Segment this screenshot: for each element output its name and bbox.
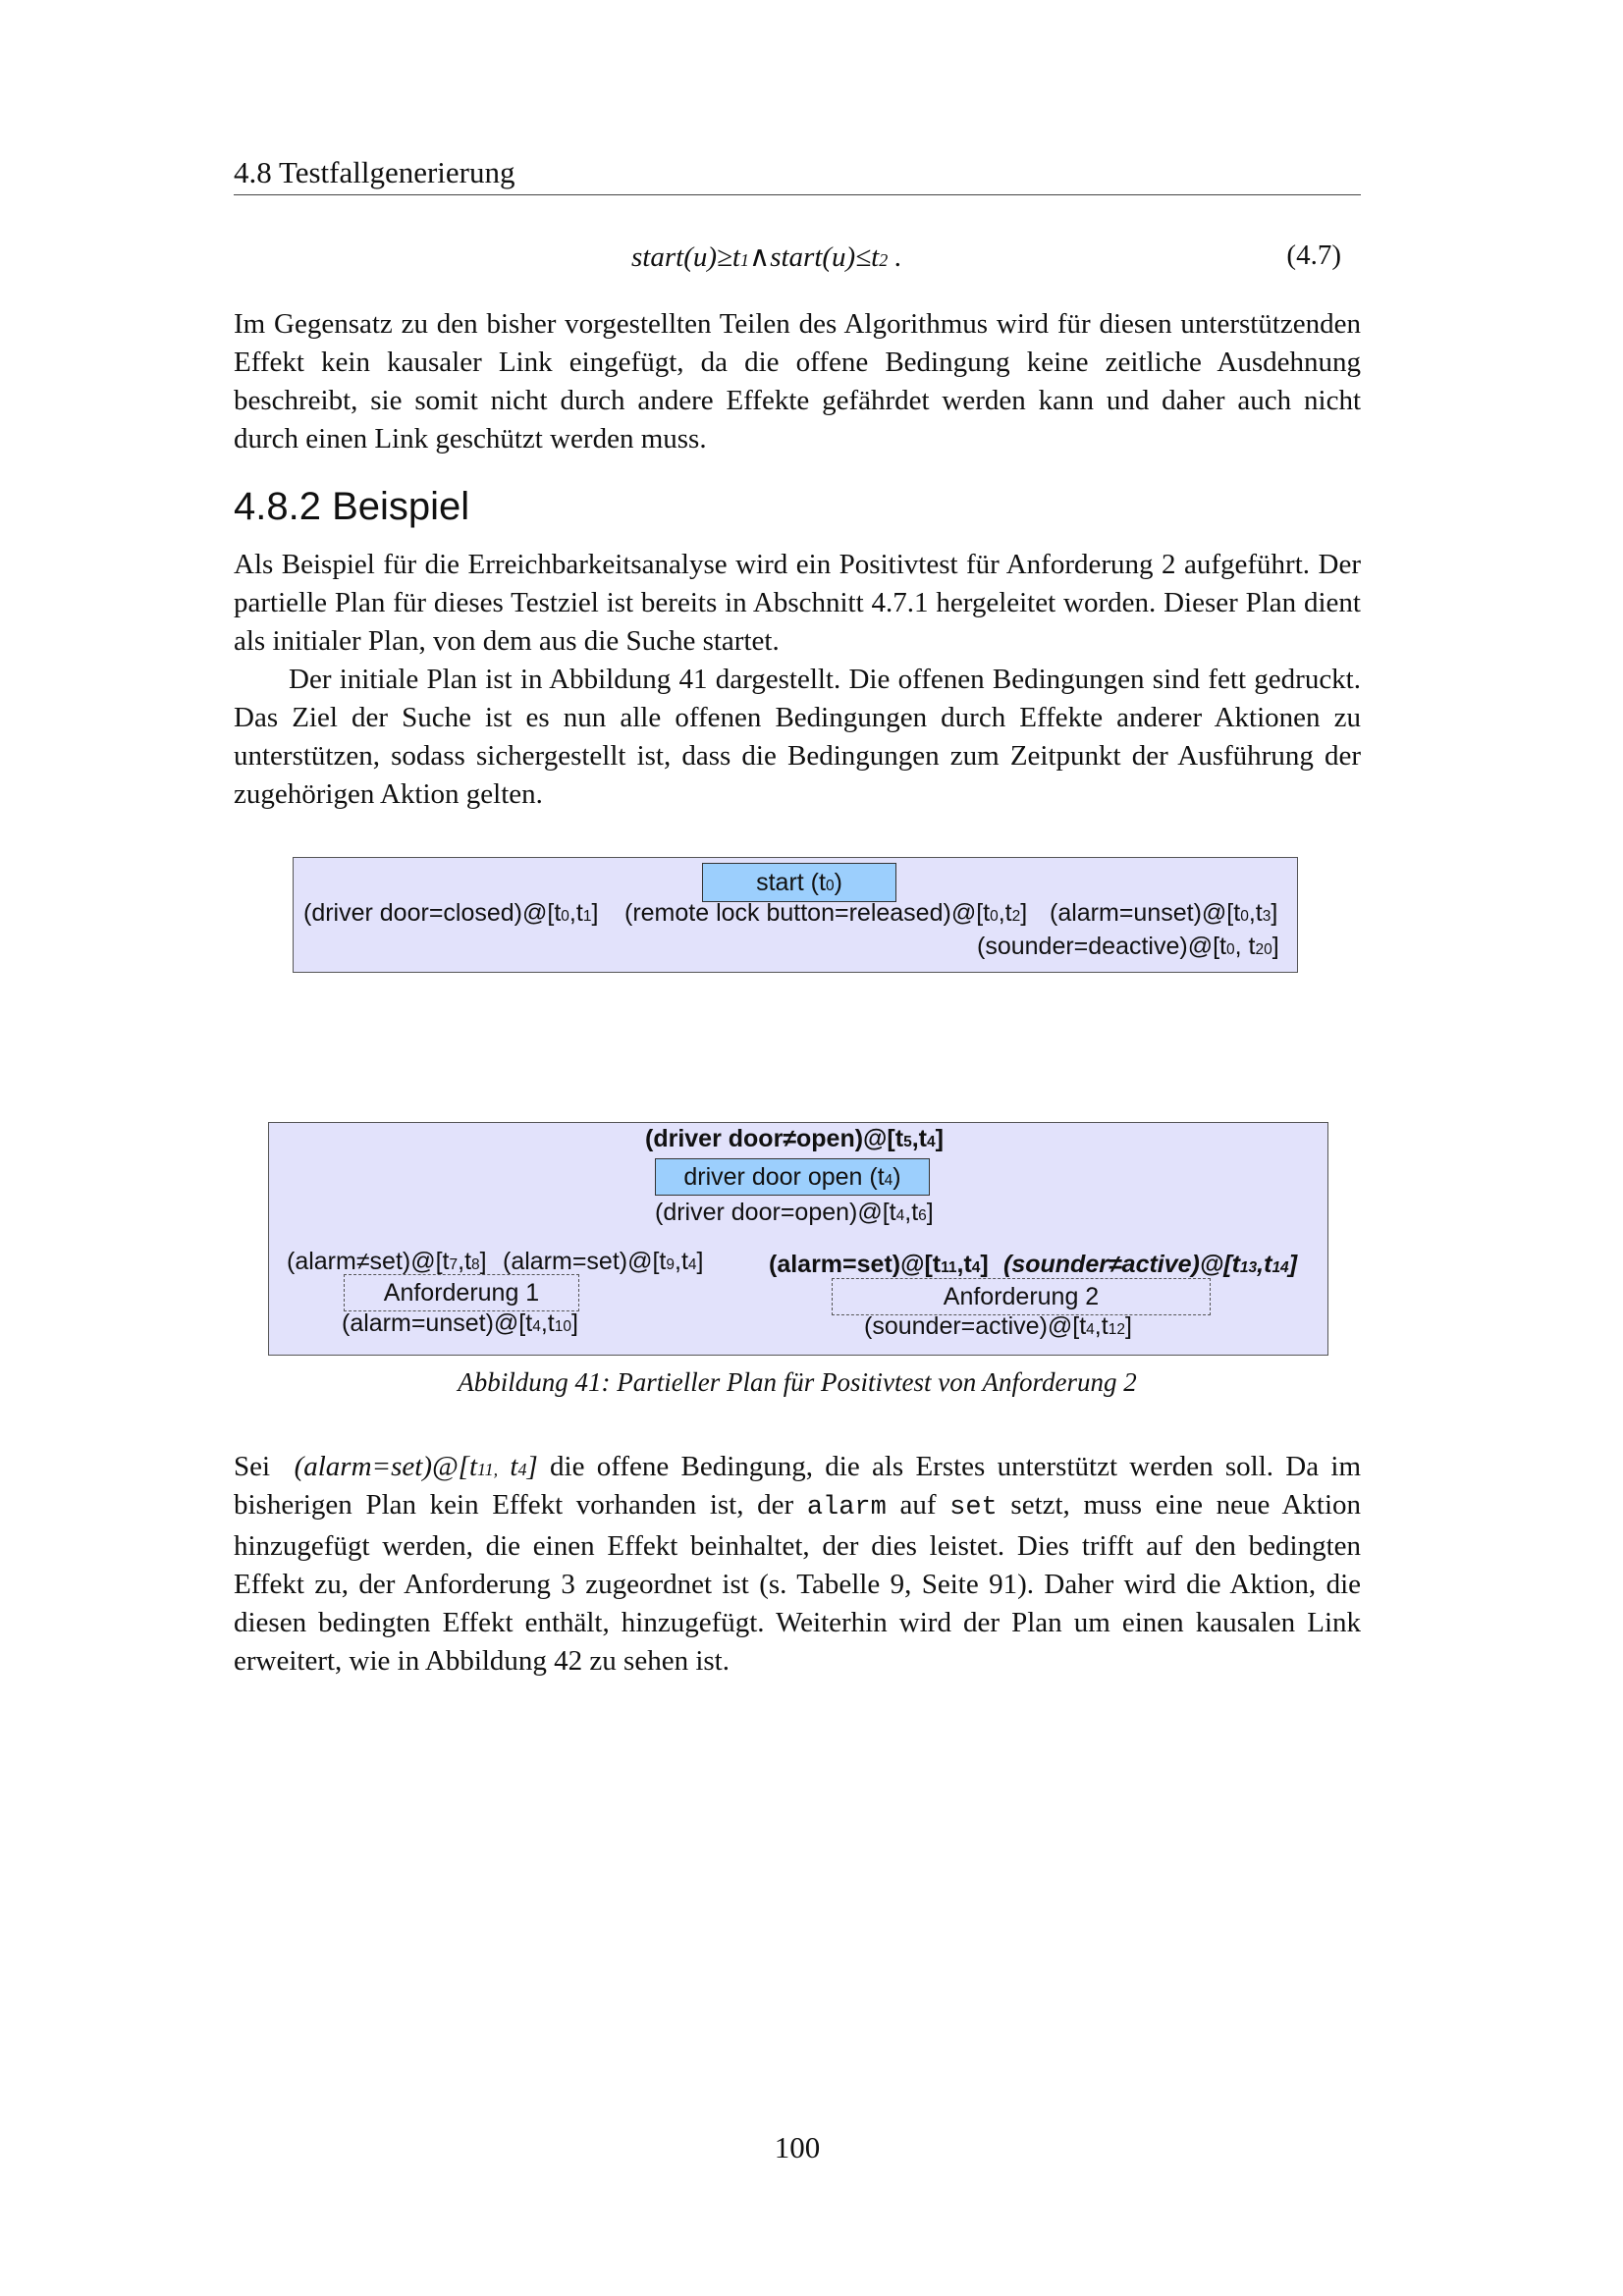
effect-driver-door-open: (driver $door=open)@[t_4,t_6]$: [655, 1199, 934, 1226]
section-heading: 4.8.2 Beispiel: [234, 485, 470, 528]
paragraph-2: Als Beispiel für die Erreichbarkeitsanalyse wird ein Positivtest für Anforderung 2 aufgeführt. Der partielle Plan für dieses Testziel ist bereits in Abschnitt 4.7.1 hergeleitet worden. Dieser Plan dient als initialer Plan, von dem aus die Suche startet.: [234, 549, 1361, 657]
code-alarm: alarm: [806, 1493, 887, 1522]
open-condition-driver-door: (driver $door\ne open)@[t_5,t_4]$: [645, 1125, 944, 1152]
effect-sounder-deactive: $(sounder=deactive)@[t_0$, $t_{20}$]: [977, 933, 1279, 960]
initial-plan-action-box: [268, 1122, 1328, 1356]
anforderung-1-box: Anforderung 1: [344, 1274, 579, 1311]
equation-number: (4.7): [1286, 240, 1341, 271]
condition-alarm-set-left: $(alarm=set)@[t_9,t_4]$: [503, 1248, 704, 1275]
paragraph-1: Im Gegensatz zu den bisher vorgestellten Teilen des Algorithmus wird für diesen unterstützenden Effekt kein kausaler Link eingefügt, da die offene Bedingung keine zeitliche Ausdehnung beschreibt, sie somit nicht durch andere Effekte gefährdet werden kann und daher auch nicht durch einen Link geschützt werden muss.: [234, 308, 1361, 454]
driver-door-open-action: driver door open $(t_4)$: [655, 1158, 930, 1196]
effect-remote-lock-released: (remote lock $button=released)@[t_0,t_2]$: [624, 899, 1028, 927]
equation-expression: $start(u)\ge t_1\wedge start(u)\le t_2$ .: [631, 241, 902, 273]
inline-formula: $(alarm=set)@[t_{11,}$ $t_4$]: [294, 1451, 538, 1482]
code-set: set: [949, 1493, 998, 1522]
effect-driver-door-closed: (driver $door=closed)@[t_0,t_1]$: [303, 899, 599, 927]
initial-plan-start-box: [293, 857, 1298, 973]
effect-sounder-active: $(sounder=active)@[t_4,t_{12}]$: [864, 1312, 1132, 1340]
open-condition-alarm-set: $(alarm=set)@[t_{11},t_4]$: [769, 1251, 989, 1278]
effect-alarm-unset: $(alarm=unset)@[t_4,t_{10}]$: [342, 1309, 578, 1337]
paragraph-4: Sei $(alarm=set)@[t_{11,}$ $t_4$] die offene Bedingung, die als Erstes unterstützt werden soll. Da im bisherigen Plan kein Effekt vorhanden ist, der alarm auf set setzt, muss eine neue Aktion hinzugefügt werden, die einen Effekt beinhaltet, der dies leistet. Dies trifft auf den bedingten Effekt zu, der Anforderung 3 zugeordnet ist (s. Tabelle 9, Seite 91). Daher wird die Aktion, die diesen bedingten Effekt enthält, hinzugefügt. Weiterhin wird der Plan um einen kausalen Link erweitert, wie in Abbildung 42 zu sehen ist.: [234, 1451, 1362, 1677]
open-condition-sounder-not-active: $(sounder\ne active)@[t_{13},t_{14}]$: [1003, 1251, 1298, 1278]
anforderung-2-box: Anforderung 2: [832, 1278, 1211, 1315]
page-number: 100: [774, 2130, 821, 2164]
figure-caption: Abbildung 41: Partieller Plan für Positivtest von Anforderung 2: [458, 1367, 1137, 1397]
effect-alarm-unset: $(alarm=unset)@[t_0,t_3]$: [1050, 899, 1278, 927]
equation-4-7: [234, 240, 1341, 279]
condition-alarm-not-set: $(alarm\ne set)@[t_7,t_8]$: [287, 1248, 487, 1275]
paragraph-3: Der initiale Plan ist in Abbildung 41 dargestellt. Die offenen Bedingungen sind fett gedruckt. Das Ziel der Suche ist es nun alle offenen Bedingungen durch Effekte anderer Aktionen zu unterstützen, sodass sichergestellt ist, dass die Bedingungen zum Zeitpunkt der Ausführung der zugehörigen Aktion gelten.: [234, 664, 1361, 810]
running-header: 4.8 Testfallgenerierung: [234, 155, 1361, 195]
start-action: start $(t_0)$: [702, 863, 896, 902]
